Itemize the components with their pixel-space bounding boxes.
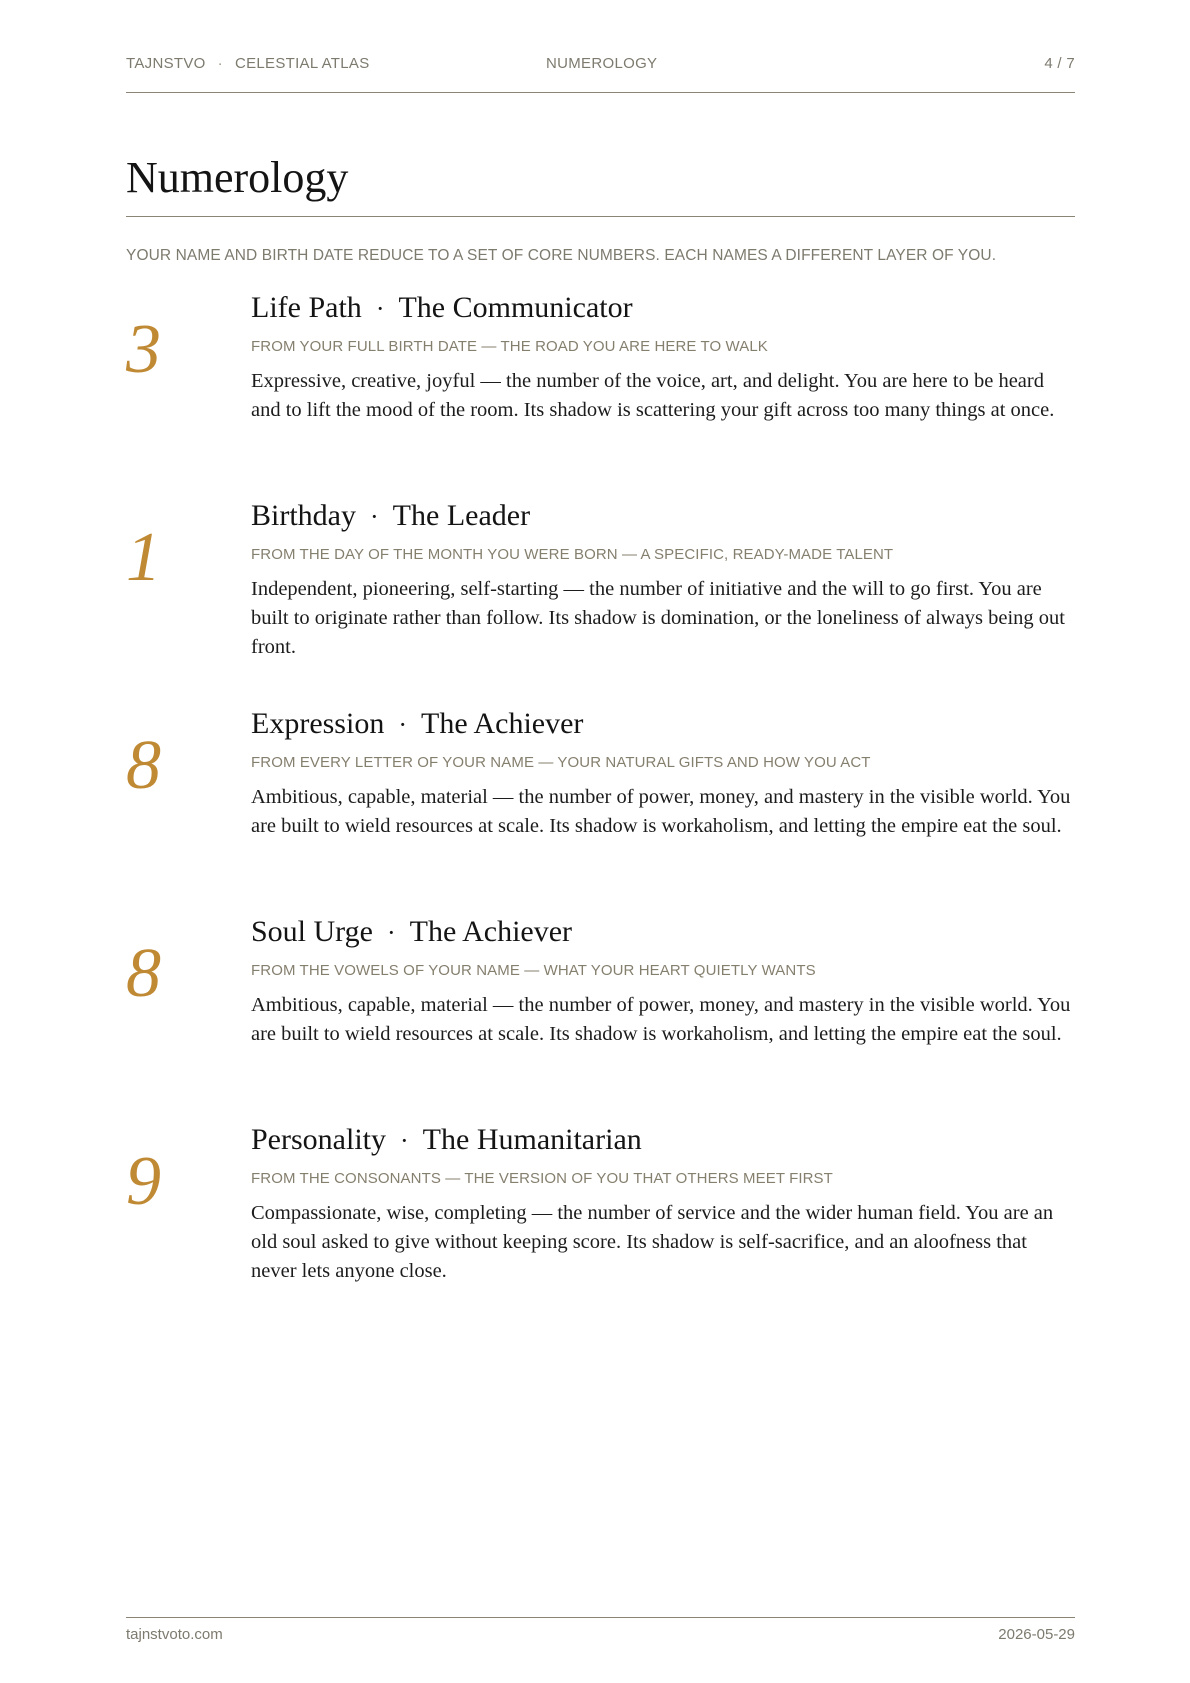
entry-heading-separator: ·: [400, 1126, 409, 1155]
page-title: Numerology: [126, 150, 1075, 217]
entry-heading: [251, 1122, 1075, 1159]
entry-number: 8: [126, 727, 161, 804]
header-page-number: 4 / 7: [1044, 55, 1075, 72]
header-brand: TAJNSTVO: [126, 55, 206, 72]
entry-source: FROM THE VOWELS OF YOUR NAME — WHAT YOUR HEART QUIETLY WANTS: [251, 962, 816, 979]
header-separator: ·: [217, 55, 223, 72]
entry-name: Personality: [251, 1123, 386, 1156]
entry-name: Soul Urge: [251, 915, 373, 948]
entry-number: 3: [126, 311, 161, 388]
entry-description: Independent, pioneering, self-starting — the number of initiative and the will to go first. You are built to originate rather than follow. Its shadow is domination, or the loneliness of always being out front.: [251, 578, 1065, 658]
entry-heading-separator: ·: [398, 710, 407, 739]
entry-heading: [251, 290, 1075, 327]
footer-site-link[interactable]: tajnstvoto.com: [126, 1626, 223, 1643]
entry-heading: [251, 498, 1075, 535]
entry-description: Ambitious, capable, material — the number of power, money, and mastery in the visible world. You are built to wield resources at scale. Its shadow is workaholism, and letting the empire eat the soul.: [251, 994, 1071, 1045]
entry-number: 8: [126, 935, 161, 1012]
page: [126, 0, 1075, 1683]
entry-content: [251, 914, 1075, 1049]
entry-source: FROM THE DAY OF THE MONTH YOU WERE BORN — A SPECIFIC, READY-MADE TALENT: [251, 546, 894, 563]
header-section: CELESTIAL ATLAS: [234, 55, 370, 72]
entry-archetype: The Achiever: [421, 707, 584, 740]
page-footer: [126, 1617, 1075, 1643]
entry-number: 9: [126, 1143, 161, 1220]
entry-content: [251, 1122, 1075, 1286]
entry-description: Ambitious, capable, material — the number of power, money, and mastery in the visible world. You are built to wield resources at scale. Its shadow is workaholism, and letting the empire eat the soul.: [251, 786, 1071, 837]
entry-heading-separator: ·: [386, 918, 396, 947]
entry-archetype: The Humanitarian: [422, 1123, 642, 1156]
entry-content: [251, 290, 1075, 425]
entry-heading-separator: ·: [375, 294, 385, 323]
page-header: [126, 52, 1075, 93]
entry-name: Expression: [251, 707, 385, 740]
entry-description: Compassionate, wise, completing — the number of service and the wider human field. You are an old soul asked to give without keeping score. Its shadow is self-sacrifice, and an aloofness that never lets anyone close.: [251, 1202, 1054, 1282]
entry-source: FROM EVERY LETTER OF YOUR NAME — YOUR NATURAL GIFTS AND HOW YOU ACT: [251, 754, 871, 771]
entry-number: 1: [126, 519, 161, 596]
entry-archetype: The Communicator: [398, 291, 633, 324]
entry-heading-separator: ·: [370, 502, 379, 531]
entry-name: Life Path: [251, 291, 362, 324]
entry-archetype: The Achiever: [409, 915, 573, 948]
footer-date: 2026-05-29: [998, 1626, 1075, 1643]
entry-heading: [251, 706, 1075, 743]
entry-content: [251, 706, 1075, 841]
entry-archetype: The Leader: [392, 499, 531, 532]
header-chapter: NUMEROLOGY: [546, 55, 658, 72]
header-brand-group: [126, 55, 370, 72]
intro-text: YOUR NAME AND BIRTH DATE REDUCE TO A SET OF CORE NUMBERS. EACH NAMES A DIFFERENT LAYER OF YOU.: [126, 247, 997, 264]
entry-name: Birthday: [251, 499, 356, 532]
entry-source: FROM YOUR FULL BIRTH DATE — THE ROAD YOU ARE HERE TO WALK: [251, 338, 768, 355]
entry-source: FROM THE CONSONANTS — THE VERSION OF YOU THAT OTHERS MEET FIRST: [251, 1170, 833, 1187]
entry-content: [251, 498, 1075, 662]
entry-heading: [251, 914, 1075, 951]
entry-description: Expressive, creative, joyful — the number of the voice, art, and delight. You are here to be heard and to lift the mood of the room. Its shadow is scattering your gift across too many things at once.: [251, 370, 1055, 421]
